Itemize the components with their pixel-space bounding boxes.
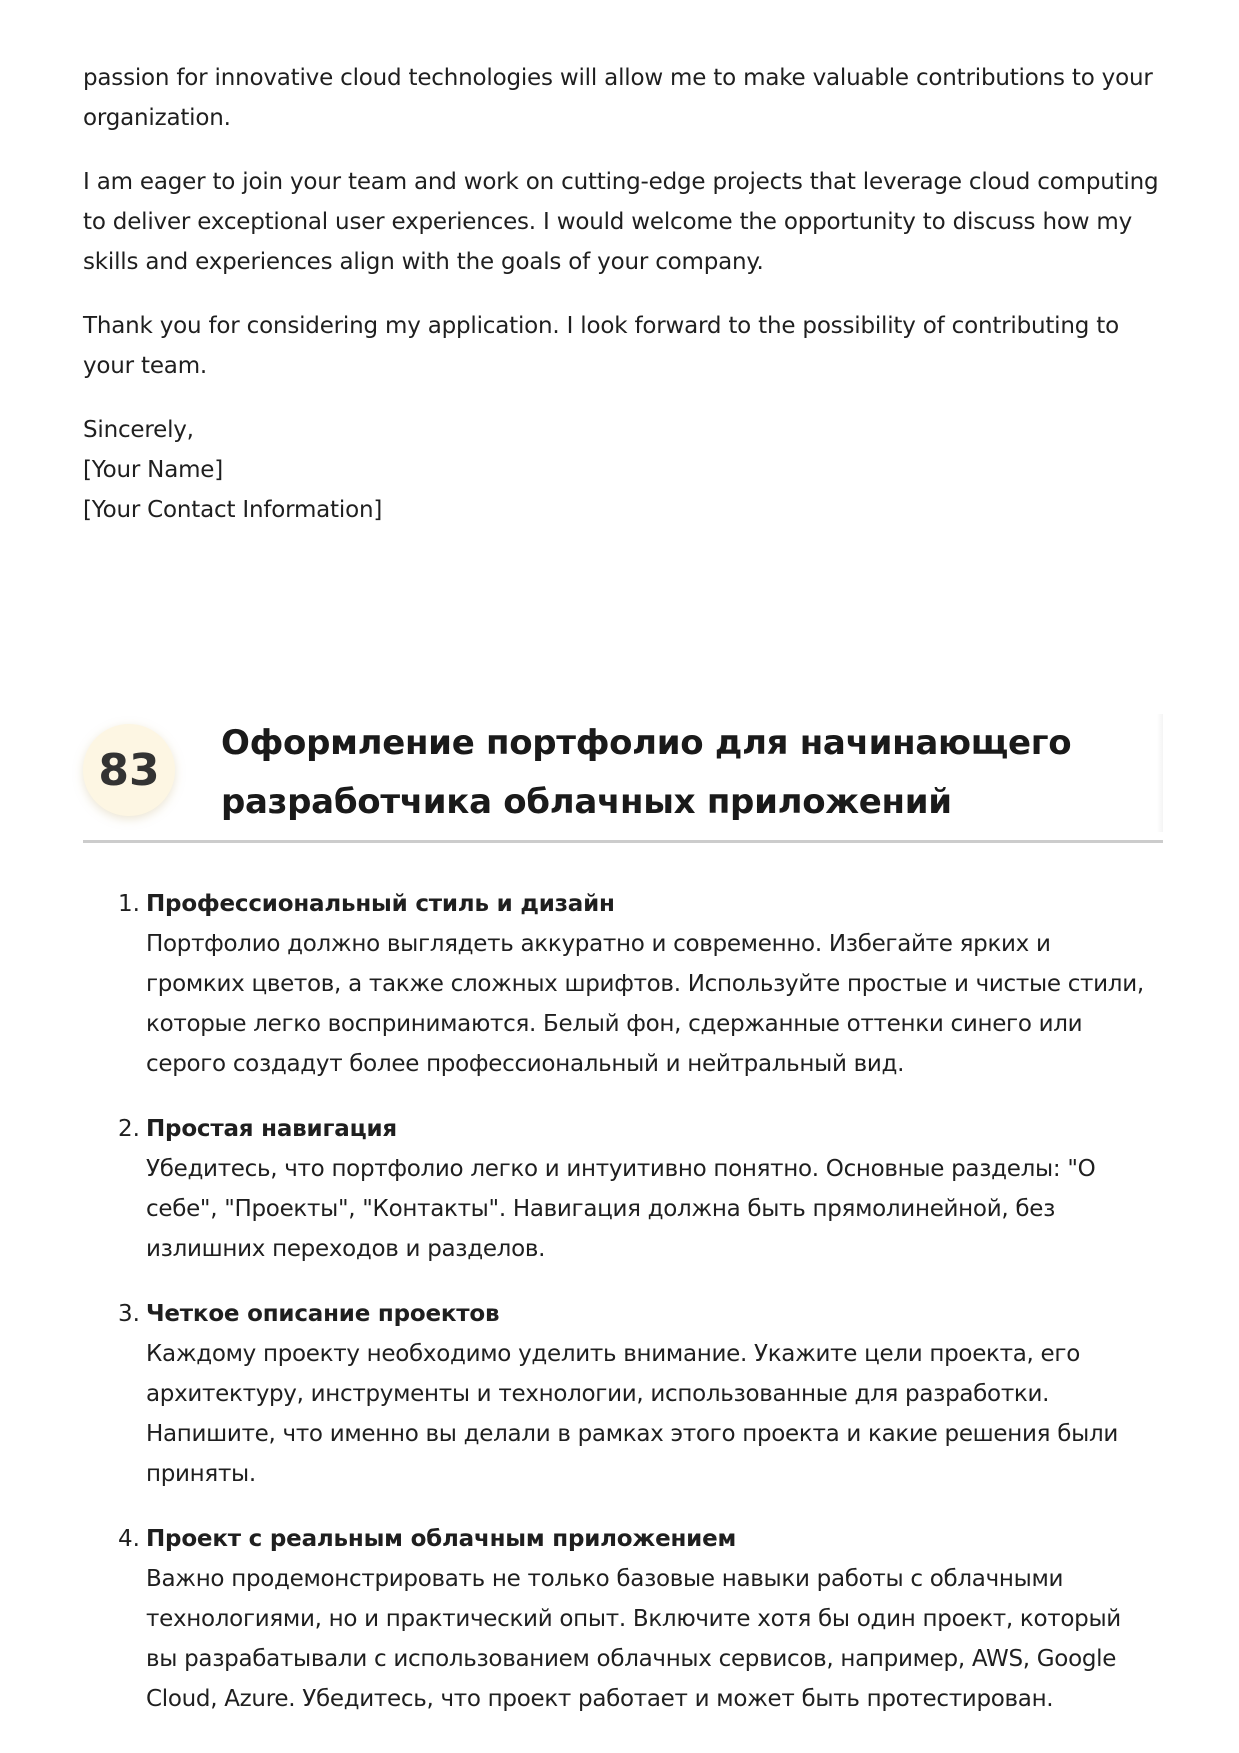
list-item	[83, 1519, 1163, 1719]
section-number-badge: 83	[83, 724, 175, 816]
list-item-number: 1.	[118, 891, 140, 917]
list-item	[83, 884, 1163, 1084]
list-item-title: Четкое описание проектов	[146, 1301, 500, 1327]
tips-list	[83, 884, 1163, 1744]
list-item	[83, 1109, 1163, 1269]
list-item-text: Убедитесь, что портфолио легко и интуитивно понятно. Основные разделы: "О себе", "Проекты", "Контакты". Навигация должна быть прямолинейной, без излишних переходов и разделов.	[146, 1156, 1096, 1262]
list-item-text: Важно продемонстрировать не только базовые навыки работы с облачными технологиями, но и практический опыт. Включите хотя бы один проект, который вы разрабатывали с использованием облачных сервисов, например, AWS, Google Cloud, Azure. Убедитесь, что проект работает и может быть протестирован.	[146, 1566, 1121, 1712]
list-item-number: 2.	[118, 1116, 140, 1142]
closing-line: Sincerely,	[83, 417, 194, 443]
list-item-title: Проект с реальным облачным приложением	[146, 1526, 737, 1552]
list-item-number: 4.	[118, 1526, 140, 1552]
letter-paragraph: passion for innovative cloud technologies will allow me to make valuable contributions to your organization.	[83, 65, 1153, 131]
section-title: Оформление портфолио для начинающего разработчика облачных приложений	[221, 723, 1072, 822]
letter-paragraph: Thank you for considering my application. I look forward to the possibility of contributing to your team.	[83, 313, 1119, 379]
signature-name: [Your Name]	[83, 457, 224, 483]
list-item-number: 3.	[118, 1301, 140, 1327]
header-shade	[1157, 714, 1163, 832]
signature-contact: [Your Contact Information]	[83, 497, 383, 523]
list-item	[83, 1294, 1163, 1494]
list-item-title: Профессиональный стиль и дизайн	[146, 891, 615, 917]
letter-body	[83, 58, 1163, 530]
letter-paragraph: I am eager to join your team and work on cutting-edge projects that leverage cloud computing to deliver exceptional user experiences. I would welcome the opportunity to discuss how my skills and experiences align with the goals of your company.	[83, 169, 1159, 275]
list-item-text: Портфолио должно выглядеть аккуратно и современно. Избегайте ярких и громких цветов, а также сложных шрифтов. Используйте простые и чистые стили, которые легко воспринимаются. Белый фон, сдержанные оттенки синего или серого создадут более профессиональный и нейтральный вид.	[146, 931, 1144, 1077]
letter-signoff	[83, 410, 1163, 530]
list-item-text: Каждому проекту необходимо уделить внимание. Укажите цели проекта, его архитектуру, инструменты и технологии, использованные для разработки. Напишите, что именно вы делали в рамках этого проекта и какие решения были приняты.	[146, 1341, 1119, 1487]
section-header	[83, 706, 1163, 843]
list-item-title: Простая навигация	[146, 1116, 397, 1142]
